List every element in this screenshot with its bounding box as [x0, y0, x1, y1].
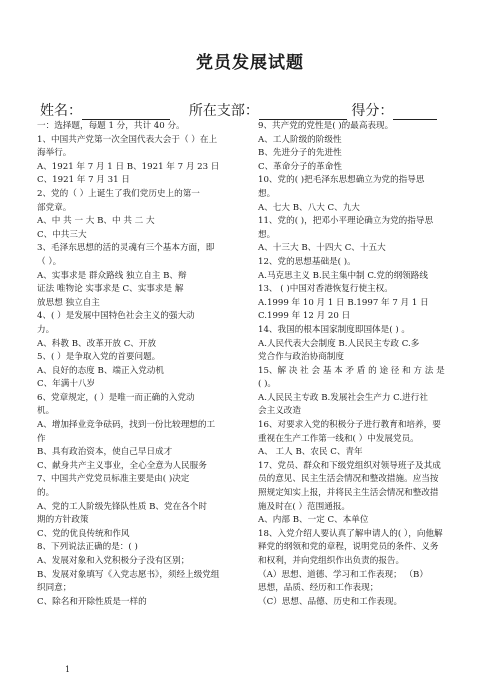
text-line: 海举行。 [37, 148, 72, 159]
page-number: 1 [65, 665, 71, 674]
text-line: C、1921 年 7 月 31 日 [37, 175, 130, 186]
text-line: 3、毛泽东思想的活的灵魂有三个基本方面，即 [37, 243, 215, 254]
text-line: A、1921 年 7 月 1 日 B、1921 年 7 月 23 日 [37, 161, 220, 172]
text-line: 的。 [37, 488, 55, 499]
text-line: 18、入党介绍人要认真了解申请人的( ），向他解 [258, 528, 443, 539]
score-field[interactable] [393, 104, 437, 120]
text-line: 1、中国共产党第一次全国代表大会于（ ）在上 [37, 134, 218, 145]
text-line: 想。 [258, 229, 276, 240]
name-field[interactable] [82, 104, 170, 120]
text-line: 施及时在( ）范围通报。 [258, 501, 351, 512]
text-line: A、发展对象和入党积极分子没有区别； [37, 556, 190, 566]
text-line: 期的方针政策 [37, 515, 89, 526]
text-line: 2、党的（ ）上诞生了我们党历史上的第一 [37, 188, 200, 199]
text-line: C.1999 年 12 月 20 日 [258, 311, 351, 322]
text-line: 证法 唯物论 实事求是 C、实事求是 解 [37, 284, 184, 295]
text-line: C、献身共产主义事业，全心全意为人民服务 [37, 460, 207, 471]
text-line: （A）思想、道德、学习和工作表现； （B） [258, 569, 428, 580]
right-column [258, 120, 473, 609]
text-line: B、发展对象填写《入党志愿书》，须经上级党组 [37, 569, 220, 580]
text-line: 13、 ( )中国对香港恢复行使主权。 [258, 284, 393, 295]
text-line: 9、共产党的党性是( )的最高表现。 [258, 121, 394, 131]
text-line: 党合作与政治协商制度 [258, 352, 344, 363]
text-line: 8、下列说法正确的是：( ) [37, 542, 138, 553]
text-line: 想。 [258, 188, 276, 199]
text-line: 12、党的思想基础是( )。 [258, 256, 356, 267]
text-line: A.1999 年 10 月 1 日 B.1997 年 7 月 1 日 [258, 297, 429, 308]
text-line: A、实事求是 群众路线 独立自主 B、辩 [37, 270, 187, 281]
text-line: 作 [37, 433, 46, 444]
text-line: B、具有政治资本，使自己早日成才 [37, 447, 173, 458]
text-line: 14、我国的根本国家制度即国体是( ) 。 [258, 324, 411, 335]
text-line: A、工人阶级的阶级性 [258, 134, 342, 145]
score-label: 得分： [351, 103, 394, 119]
text-line: C、除名和开除性质是一样的 [37, 596, 147, 607]
branch-label: 所在支部： [188, 103, 259, 119]
text-line: 力。 [37, 324, 55, 335]
text-line: A.人民代表大会制度 B.人民民主专政 C.多 [258, 338, 420, 349]
text-line: 5、( ）是争取入党的首要问题。 [37, 352, 161, 363]
text-line: A、增加择业竞争砝码，找到一份比较理想的工 [37, 420, 216, 431]
text-line: 会主义改造 [258, 406, 301, 417]
text-line: 织同意； [37, 583, 72, 594]
text-line: A.人民民主专政 B.发展社会生产力 C.进行社 [258, 392, 428, 403]
exam-header [40, 100, 480, 120]
left-column [37, 120, 252, 609]
text-line: 10、党的( )把毛泽东思想确立为党的指导思 [258, 175, 425, 186]
text-line: ( )。 [258, 379, 277, 390]
text-line: 17、党员、群众和下级党组织对领导班子及其成 [258, 460, 441, 471]
text-line: 释党的纲领和党的章程，说明党员的条件、义务 [258, 542, 439, 553]
text-line: C、中共三大 [37, 229, 87, 240]
name-label: 姓名： [40, 103, 82, 119]
text-line: 16、对要求入党的积极分子进行教育和培养，要 [258, 420, 441, 431]
text-line: A、内部 B、一定 C、本单位 [258, 515, 369, 526]
text-line: 和权利，并向党组织作出负责的报告。 [258, 556, 405, 566]
text-line: 11、党的( )，把邓小平理论确立为党的指导思 [258, 216, 434, 227]
text-line: 15、解 决 社 会 基 本 矛 盾 的 途 径 和 方 法 是 [258, 365, 445, 376]
text-line: 4、( ）是发展中国特色社会主义的强大动 [37, 311, 195, 322]
text-line: 一：选择题，每题 1 分，共计 40 分。 [37, 121, 185, 131]
text-line: 6、党章规定，( ）是唯一而正确的入党动 [37, 392, 195, 403]
text-line: A.马克思主义 B.民主集中制 C.党的纲领路线 [258, 270, 428, 281]
text-line: 部党章。 [37, 202, 72, 213]
branch-field[interactable] [259, 104, 347, 120]
text-line: A、党的工人阶级先锋队性质 B、党在各个时 [37, 501, 207, 512]
text-line: （C）思想、品德、历史和工作表现。 [258, 596, 403, 607]
text-line: （ ）。 [37, 256, 62, 267]
text-line: 7、中国共产党党员标准主要是由( )决定 [37, 474, 190, 485]
text-line: A、科教 B、改革开放 C、开放 [37, 338, 157, 349]
text-line: A、中 共 一 大 B、中 共 二 大 [37, 216, 155, 227]
text-line: C、党的优良传统和作风 [37, 528, 130, 539]
text-line: 机。 [37, 406, 55, 417]
text-line: A、 工人 B、农民 C、青年 [258, 447, 363, 458]
text-line: A、七大 B、八大 C、九大 [258, 202, 360, 213]
text-line: 思想，品质、经历和工作表现； [258, 583, 379, 594]
document-title: 党员发展试题 [196, 53, 304, 73]
text-line: 员的意见、民主生活会情况和整改措施。应当按 [258, 474, 439, 485]
text-line: A、良好的态度 B、端正入党动机 [37, 365, 164, 376]
text-line: 放思想 独立自主 [37, 297, 100, 308]
text-line: B、先进分子的先进性 [258, 148, 342, 159]
text-line: 照规定知实上报，并将民主生活会情况和整改措 [258, 488, 439, 499]
text-line: 重视在生产工作第一线和( ）中发展党员。 [258, 433, 419, 444]
text-line: A、十三大 B、十四大 C、十五大 [258, 243, 386, 254]
text-line: C、年满十八岁 [37, 379, 96, 390]
text-line: C、革命分子的革命性 [258, 161, 342, 172]
